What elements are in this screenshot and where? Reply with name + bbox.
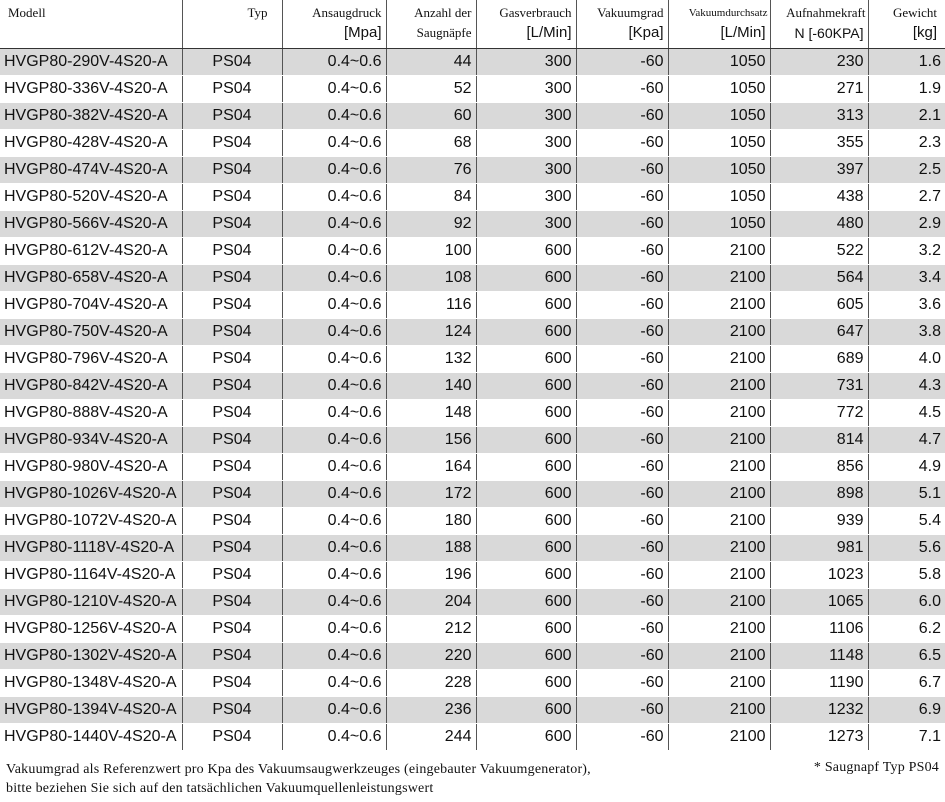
unit-gasverbrauch: [L/Min] [476, 24, 576, 48]
cell-gewicht: 6.7 [868, 669, 945, 696]
table-row [0, 399, 945, 426]
unit-gewicht: [kg] [868, 24, 945, 48]
cell-gewicht: 2.7 [868, 183, 945, 210]
unit-aufnahmekraft: N [-60KPA] [770, 24, 868, 48]
table-row [0, 48, 945, 75]
cell-anzahl: 196 [386, 561, 476, 588]
cell-vakuumgrad: -60 [576, 156, 668, 183]
cell-modell: HVGP80-612V-4S20-A [0, 237, 182, 264]
cell-aufnahmekraft: 898 [770, 480, 868, 507]
cell-typ: PS04 [182, 534, 282, 561]
cell-ansaugdruck: 0.4~0.6 [282, 534, 386, 561]
cell-aufnahmekraft: 689 [770, 345, 868, 372]
cell-anzahl: 172 [386, 480, 476, 507]
cell-ansaugdruck: 0.4~0.6 [282, 399, 386, 426]
table-row [0, 345, 945, 372]
cell-modell: HVGP80-750V-4S20-A [0, 318, 182, 345]
cell-ansaugdruck: 0.4~0.6 [282, 75, 386, 102]
cell-anzahl: 52 [386, 75, 476, 102]
cell-vakuumdurchsatz: 2100 [668, 291, 770, 318]
cell-anzahl: 188 [386, 534, 476, 561]
cell-gasverbrauch: 300 [476, 210, 576, 237]
cell-anzahl: 164 [386, 453, 476, 480]
cell-gasverbrauch: 300 [476, 156, 576, 183]
cell-vakuumgrad: -60 [576, 642, 668, 669]
cell-anzahl: 132 [386, 345, 476, 372]
cell-modell: HVGP80-1210V-4S20-A [0, 588, 182, 615]
cell-vakuumgrad: -60 [576, 318, 668, 345]
cell-modell: HVGP80-428V-4S20-A [0, 129, 182, 156]
cell-gasverbrauch: 600 [476, 588, 576, 615]
header-typ: Typ [182, 0, 282, 24]
cell-gewicht: 4.3 [868, 372, 945, 399]
cell-gewicht: 6.2 [868, 615, 945, 642]
table-row [0, 237, 945, 264]
table-row [0, 453, 945, 480]
cell-vakuumgrad: -60 [576, 534, 668, 561]
unit-ansaugdruck: [Mpa] [282, 24, 386, 48]
cell-typ: PS04 [182, 480, 282, 507]
cell-vakuumgrad: -60 [576, 183, 668, 210]
cell-typ: PS04 [182, 48, 282, 75]
cell-gewicht: 2.1 [868, 102, 945, 129]
cell-gasverbrauch: 300 [476, 75, 576, 102]
cell-vakuumgrad: -60 [576, 48, 668, 75]
cell-vakuumdurchsatz: 2100 [668, 480, 770, 507]
cell-aufnahmekraft: 939 [770, 507, 868, 534]
cell-gasverbrauch: 300 [476, 183, 576, 210]
cell-gasverbrauch: 600 [476, 534, 576, 561]
table-row [0, 588, 945, 615]
cell-typ: PS04 [182, 669, 282, 696]
cell-ansaugdruck: 0.4~0.6 [282, 372, 386, 399]
cell-anzahl: 100 [386, 237, 476, 264]
cell-typ: PS04 [182, 237, 282, 264]
cell-ansaugdruck: 0.4~0.6 [282, 183, 386, 210]
cell-typ: PS04 [182, 210, 282, 237]
cell-vakuumgrad: -60 [576, 669, 668, 696]
cell-vakuumdurchsatz: 1050 [668, 210, 770, 237]
cell-typ: PS04 [182, 588, 282, 615]
cell-vakuumgrad: -60 [576, 561, 668, 588]
cell-anzahl: 116 [386, 291, 476, 318]
cell-vakuumdurchsatz: 1050 [668, 183, 770, 210]
cell-vakuumgrad: -60 [576, 399, 668, 426]
cell-modell: HVGP80-1302V-4S20-A [0, 642, 182, 669]
cell-vakuumgrad: -60 [576, 345, 668, 372]
cell-modell: HVGP80-474V-4S20-A [0, 156, 182, 183]
cell-aufnahmekraft: 605 [770, 291, 868, 318]
cell-modell: HVGP80-1348V-4S20-A [0, 669, 182, 696]
header-anzahl-line2: Saugnäpfe [386, 24, 476, 48]
cell-vakuumgrad: -60 [576, 372, 668, 399]
cell-vakuumgrad: -60 [576, 696, 668, 723]
cell-typ: PS04 [182, 156, 282, 183]
table-body [0, 48, 945, 750]
cell-typ: PS04 [182, 426, 282, 453]
cell-ansaugdruck: 0.4~0.6 [282, 507, 386, 534]
cell-gewicht: 6.0 [868, 588, 945, 615]
cell-modell: HVGP80-290V-4S20-A [0, 48, 182, 75]
cell-modell: HVGP80-382V-4S20-A [0, 102, 182, 129]
cell-vakuumgrad: -60 [576, 129, 668, 156]
cell-ansaugdruck: 0.4~0.6 [282, 561, 386, 588]
cell-aufnahmekraft: 1065 [770, 588, 868, 615]
cell-modell: HVGP80-658V-4S20-A [0, 264, 182, 291]
cell-vakuumdurchsatz: 2100 [668, 507, 770, 534]
table-row [0, 723, 945, 750]
cell-ansaugdruck: 0.4~0.6 [282, 723, 386, 750]
cell-vakuumgrad: -60 [576, 453, 668, 480]
cell-gewicht: 5.8 [868, 561, 945, 588]
header-gewicht: Gewicht [868, 0, 945, 24]
cell-vakuumgrad: -60 [576, 480, 668, 507]
header-vakuumgrad: Vakuumgrad [576, 0, 668, 24]
cell-vakuumgrad: -60 [576, 588, 668, 615]
cell-aufnahmekraft: 1023 [770, 561, 868, 588]
cell-anzahl: 60 [386, 102, 476, 129]
cell-aufnahmekraft: 1190 [770, 669, 868, 696]
cell-typ: PS04 [182, 642, 282, 669]
cell-gewicht: 2.3 [868, 129, 945, 156]
cell-ansaugdruck: 0.4~0.6 [282, 696, 386, 723]
cell-gewicht: 7.1 [868, 723, 945, 750]
cell-vakuumdurchsatz: 2100 [668, 237, 770, 264]
header-modell: Modell [8, 5, 46, 20]
cell-vakuumdurchsatz: 2100 [668, 723, 770, 750]
unit-vakuumgrad: [Kpa] [576, 24, 668, 48]
table-row [0, 642, 945, 669]
cell-gewicht: 5.6 [868, 534, 945, 561]
table-row [0, 291, 945, 318]
cell-aufnahmekraft: 564 [770, 264, 868, 291]
cell-vakuumdurchsatz: 2100 [668, 453, 770, 480]
cell-gewicht: 1.6 [868, 48, 945, 75]
cell-gewicht: 4.7 [868, 426, 945, 453]
cell-vakuumdurchsatz: 2100 [668, 399, 770, 426]
cell-anzahl: 220 [386, 642, 476, 669]
cell-gasverbrauch: 600 [476, 507, 576, 534]
cell-aufnahmekraft: 522 [770, 237, 868, 264]
cell-aufnahmekraft: 480 [770, 210, 868, 237]
table-row [0, 534, 945, 561]
cell-vakuumdurchsatz: 1050 [668, 75, 770, 102]
cell-anzahl: 84 [386, 183, 476, 210]
table-row [0, 480, 945, 507]
cell-modell: HVGP80-1072V-4S20-A [0, 507, 182, 534]
table-row [0, 426, 945, 453]
cell-gasverbrauch: 600 [476, 642, 576, 669]
cell-ansaugdruck: 0.4~0.6 [282, 642, 386, 669]
header-aufnahmekraft: Aufnahmekraft [770, 0, 868, 24]
cell-typ: PS04 [182, 264, 282, 291]
cell-vakuumdurchsatz: 1050 [668, 156, 770, 183]
cell-typ: PS04 [182, 696, 282, 723]
cell-typ: PS04 [182, 723, 282, 750]
cell-vakuumdurchsatz: 2100 [668, 588, 770, 615]
cell-anzahl: 236 [386, 696, 476, 723]
cell-typ: PS04 [182, 102, 282, 129]
cell-typ: PS04 [182, 399, 282, 426]
cell-vakuumdurchsatz: 2100 [668, 561, 770, 588]
footnote-right: * Saugnapf Typ PS04 [813, 760, 939, 775]
cell-anzahl: 228 [386, 669, 476, 696]
cell-gasverbrauch: 600 [476, 696, 576, 723]
cell-vakuumgrad: -60 [576, 75, 668, 102]
cell-anzahl: 76 [386, 156, 476, 183]
cell-gasverbrauch: 600 [476, 453, 576, 480]
cell-ansaugdruck: 0.4~0.6 [282, 237, 386, 264]
cell-modell: HVGP80-336V-4S20-A [0, 75, 182, 102]
cell-aufnahmekraft: 1232 [770, 696, 868, 723]
cell-vakuumgrad: -60 [576, 102, 668, 129]
table-row [0, 210, 945, 237]
unit-vakuumdurchsatz: [L/Min] [668, 24, 770, 48]
cell-gewicht: 2.5 [868, 156, 945, 183]
cell-gewicht: 3.2 [868, 237, 945, 264]
cell-typ: PS04 [182, 183, 282, 210]
footnote [6, 760, 591, 798]
cell-gasverbrauch: 600 [476, 399, 576, 426]
cell-vakuumgrad: -60 [576, 507, 668, 534]
cell-gewicht: 4.9 [868, 453, 945, 480]
cell-ansaugdruck: 0.4~0.6 [282, 453, 386, 480]
cell-modell: HVGP80-842V-4S20-A [0, 372, 182, 399]
cell-gewicht: 4.5 [868, 399, 945, 426]
cell-ansaugdruck: 0.4~0.6 [282, 291, 386, 318]
cell-gewicht: 3.4 [868, 264, 945, 291]
table-row [0, 102, 945, 129]
cell-aufnahmekraft: 397 [770, 156, 868, 183]
cell-modell: HVGP80-934V-4S20-A [0, 426, 182, 453]
cell-aufnahmekraft: 313 [770, 102, 868, 129]
cell-typ: PS04 [182, 75, 282, 102]
cell-vakuumdurchsatz: 2100 [668, 696, 770, 723]
cell-ansaugdruck: 0.4~0.6 [282, 102, 386, 129]
cell-anzahl: 212 [386, 615, 476, 642]
cell-anzahl: 68 [386, 129, 476, 156]
cell-gewicht: 3.8 [868, 318, 945, 345]
cell-ansaugdruck: 0.4~0.6 [282, 480, 386, 507]
cell-ansaugdruck: 0.4~0.6 [282, 345, 386, 372]
cell-vakuumdurchsatz: 1050 [668, 48, 770, 75]
cell-modell: HVGP80-980V-4S20-A [0, 453, 182, 480]
cell-vakuumdurchsatz: 2100 [668, 318, 770, 345]
cell-ansaugdruck: 0.4~0.6 [282, 615, 386, 642]
header-gasverbrauch: Gasverbrauch [476, 0, 576, 24]
cell-anzahl: 156 [386, 426, 476, 453]
footnote-line2: bitte beziehen Sie sich auf den tatsächlichen Vakuumquellenleistungswert [6, 781, 434, 796]
table-row [0, 372, 945, 399]
header-vakuumdurchsatz: Vakuumdurchsatz [668, 0, 770, 24]
cell-gasverbrauch: 300 [476, 129, 576, 156]
cell-anzahl: 124 [386, 318, 476, 345]
cell-anzahl: 244 [386, 723, 476, 750]
cell-gewicht: 5.4 [868, 507, 945, 534]
cell-gasverbrauch: 600 [476, 480, 576, 507]
cell-vakuumgrad: -60 [576, 264, 668, 291]
header-anzahl: Anzahl der [386, 0, 476, 24]
cell-vakuumgrad: -60 [576, 426, 668, 453]
cell-anzahl: 204 [386, 588, 476, 615]
cell-gasverbrauch: 300 [476, 102, 576, 129]
cell-ansaugdruck: 0.4~0.6 [282, 588, 386, 615]
table-row [0, 75, 945, 102]
cell-vakuumdurchsatz: 2100 [668, 264, 770, 291]
table-row [0, 696, 945, 723]
cell-typ: PS04 [182, 507, 282, 534]
cell-typ: PS04 [182, 453, 282, 480]
cell-ansaugdruck: 0.4~0.6 [282, 426, 386, 453]
table-row [0, 507, 945, 534]
table-row [0, 264, 945, 291]
header-ansaugdruck: Ansaugdruck [282, 0, 386, 24]
cell-typ: PS04 [182, 372, 282, 399]
cell-aufnahmekraft: 1148 [770, 642, 868, 669]
cell-vakuumdurchsatz: 2100 [668, 345, 770, 372]
cell-anzahl: 108 [386, 264, 476, 291]
cell-anzahl: 180 [386, 507, 476, 534]
cell-modell: HVGP80-796V-4S20-A [0, 345, 182, 372]
cell-aufnahmekraft: 647 [770, 318, 868, 345]
cell-aufnahmekraft: 1106 [770, 615, 868, 642]
cell-vakuumdurchsatz: 2100 [668, 615, 770, 642]
cell-gewicht: 4.0 [868, 345, 945, 372]
cell-gewicht: 6.9 [868, 696, 945, 723]
cell-aufnahmekraft: 731 [770, 372, 868, 399]
cell-ansaugdruck: 0.4~0.6 [282, 156, 386, 183]
cell-vakuumgrad: -60 [576, 615, 668, 642]
cell-vakuumdurchsatz: 2100 [668, 426, 770, 453]
cell-vakuumgrad: -60 [576, 291, 668, 318]
table-row [0, 183, 945, 210]
cell-ansaugdruck: 0.4~0.6 [282, 318, 386, 345]
cell-aufnahmekraft: 856 [770, 453, 868, 480]
cell-typ: PS04 [182, 318, 282, 345]
cell-aufnahmekraft: 271 [770, 75, 868, 102]
cell-modell: HVGP80-520V-4S20-A [0, 183, 182, 210]
cell-ansaugdruck: 0.4~0.6 [282, 210, 386, 237]
cell-typ: PS04 [182, 291, 282, 318]
cell-anzahl: 140 [386, 372, 476, 399]
cell-gasverbrauch: 300 [476, 48, 576, 75]
cell-gasverbrauch: 600 [476, 291, 576, 318]
cell-gasverbrauch: 600 [476, 615, 576, 642]
cell-modell: HVGP80-704V-4S20-A [0, 291, 182, 318]
cell-typ: PS04 [182, 561, 282, 588]
cell-aufnahmekraft: 772 [770, 399, 868, 426]
cell-gasverbrauch: 600 [476, 237, 576, 264]
cell-ansaugdruck: 0.4~0.6 [282, 264, 386, 291]
cell-aufnahmekraft: 355 [770, 129, 868, 156]
cell-vakuumdurchsatz: 2100 [668, 372, 770, 399]
table-row [0, 129, 945, 156]
cell-gasverbrauch: 600 [476, 318, 576, 345]
cell-vakuumdurchsatz: 1050 [668, 102, 770, 129]
cell-vakuumdurchsatz: 2100 [668, 669, 770, 696]
footnote-line1: Vakuumgrad als Referenzwert pro Kpa des Vakuumsaugwerkzeuges (eingebauter Vakuumgenerator), [6, 762, 591, 777]
cell-anzahl: 92 [386, 210, 476, 237]
cell-modell: HVGP80-566V-4S20-A [0, 210, 182, 237]
cell-vakuumgrad: -60 [576, 237, 668, 264]
cell-gasverbrauch: 600 [476, 345, 576, 372]
cell-gasverbrauch: 600 [476, 669, 576, 696]
cell-aufnahmekraft: 814 [770, 426, 868, 453]
cell-gasverbrauch: 600 [476, 723, 576, 750]
cell-vakuumdurchsatz: 1050 [668, 129, 770, 156]
table-row [0, 318, 945, 345]
cell-gasverbrauch: 600 [476, 372, 576, 399]
cell-gewicht: 1.9 [868, 75, 945, 102]
cell-modell: HVGP80-1256V-4S20-A [0, 615, 182, 642]
cell-typ: PS04 [182, 615, 282, 642]
cell-modell: HVGP80-888V-4S20-A [0, 399, 182, 426]
cell-gewicht: 5.1 [868, 480, 945, 507]
cell-anzahl: 44 [386, 48, 476, 75]
cell-gasverbrauch: 600 [476, 426, 576, 453]
table-row [0, 615, 945, 642]
table-row [0, 156, 945, 183]
cell-ansaugdruck: 0.4~0.6 [282, 129, 386, 156]
cell-typ: PS04 [182, 129, 282, 156]
cell-modell: HVGP80-1164V-4S20-A [0, 561, 182, 588]
cell-ansaugdruck: 0.4~0.6 [282, 48, 386, 75]
cell-aufnahmekraft: 1273 [770, 723, 868, 750]
cell-gewicht: 2.9 [868, 210, 945, 237]
cell-aufnahmekraft: 981 [770, 534, 868, 561]
cell-vakuumdurchsatz: 2100 [668, 534, 770, 561]
cell-modell: HVGP80-1394V-4S20-A [0, 696, 182, 723]
cell-gasverbrauch: 600 [476, 561, 576, 588]
cell-typ: PS04 [182, 345, 282, 372]
cell-modell: HVGP80-1118V-4S20-A [0, 534, 182, 561]
cell-gewicht: 6.5 [868, 642, 945, 669]
cell-gasverbrauch: 600 [476, 264, 576, 291]
cell-vakuumgrad: -60 [576, 210, 668, 237]
cell-vakuumdurchsatz: 2100 [668, 642, 770, 669]
table-row [0, 669, 945, 696]
cell-vakuumgrad: -60 [576, 723, 668, 750]
cell-modell: HVGP80-1026V-4S20-A [0, 480, 182, 507]
table-row [0, 561, 945, 588]
cell-aufnahmekraft: 230 [770, 48, 868, 75]
cell-aufnahmekraft: 438 [770, 183, 868, 210]
cell-ansaugdruck: 0.4~0.6 [282, 669, 386, 696]
cell-modell: HVGP80-1440V-4S20-A [0, 723, 182, 750]
cell-gewicht: 3.6 [868, 291, 945, 318]
cell-anzahl: 148 [386, 399, 476, 426]
